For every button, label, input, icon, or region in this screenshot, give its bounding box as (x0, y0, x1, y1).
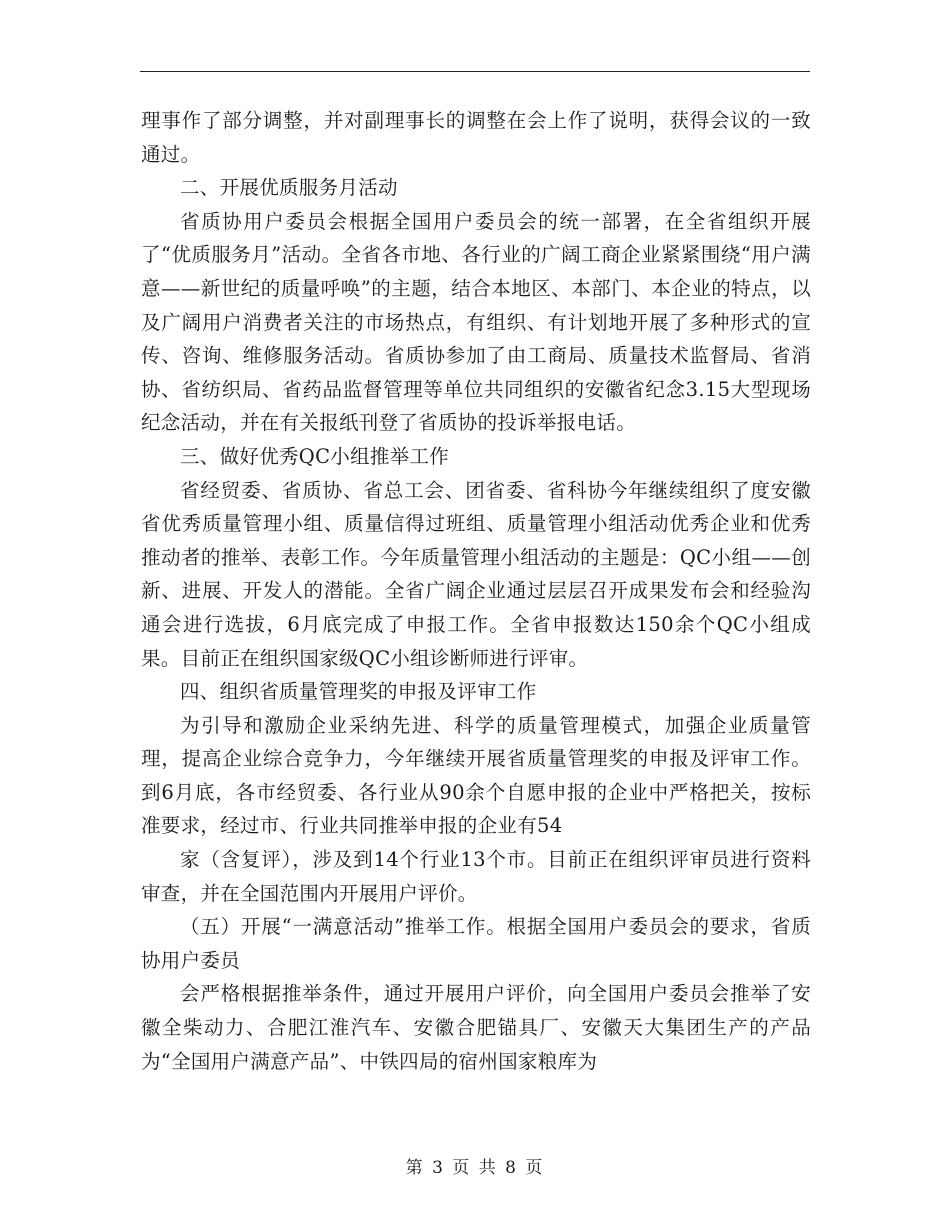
page-number-footer: 第 3 页 共 8 页 (405, 1158, 545, 1178)
paragraph-6: 为引导和激励企业采纳先进、科学的质量管理模式，加强企业质量管理，提高企业综合竞争力，今年继续开展省质量管理奖的申报及评审工作。到6月底，各市经贸委、各行业从90余个自愿申报的企业中严格把关，按标准要求，经过市、行业共同推举申报的企业有54 (141, 713, 811, 838)
section-heading-2: 二、开展优质服务月活动 (180, 176, 398, 200)
section-heading-4: 四、组织省质量管理奖的申报及评审工作 (180, 680, 537, 704)
paragraph-7: 家（含复评），涉及到14个行业13个市。目前正在组织评审员进行资料审查，并在全国范围内开展用户评价。 (141, 848, 811, 905)
paragraph-2: 省质协用户委员会根据全国用户委员会的统一部署，在全省组织开展了“优质服务月”活动。全省各市地、各行业的广阔工商企业紧紧围绕“用户满意——新世纪的质量呼唤”的主题，结合本地区、本部门、本企业的特点，以及广阔用户消费者关注的市场热点，有组织、有计划地开展了多种形式的宣传、咨询、维修服务活动。省质协参加了由工商局、质量技术监督局、省消协、省纺织局、省药品监督管理等单位共同组织的安徽省纪念3.15大型现场纪念活动，并在有关报纸刊登了省质协的投诉举报电话。 (141, 209, 811, 435)
document-body (141, 104, 811, 1078)
paragraph-9: 会严格根据推举条件，通过开展用户评价，向全国用户委员会推举了安徽全柴动力、合肥江淮汽车、安徽合肥锚具厂、安徽天大集团生产的产品为“全国用户满意产品”、中铁四局的宿州国家粮库为 (141, 982, 811, 1073)
paragraph-4: 省经贸委、省质协、省总工会、团省委、省科协今年继续组织了度安徽省优秀质量管理小组、质量信得过班组、质量管理小组活动优秀企业和优秀推动者的推举、表彰工作。今年质量管理小组活动的主题是：QC小组——创新、进展、开发人的潜能。全省广阔企业通过层层召开成果发布会和经验沟通会进行选拔，6月底完成了申报工作。全省申报数达150余个QC小组成果。目前正在组织国家级QC小组诊断师进行评审。 (141, 478, 811, 670)
paragraph-0: 理事作了部分调整，并对副理事长的调整在会上作了说明，获得会议的一致通过。 (141, 109, 811, 166)
paragraph-8: （五）开展“一满意活动”推举工作。根据全国用户委员会的要求，省质协用户委员 (141, 915, 811, 972)
section-heading-3: 三、做好优秀QC小组推举工作 (180, 444, 450, 468)
header-rule (140, 71, 810, 72)
